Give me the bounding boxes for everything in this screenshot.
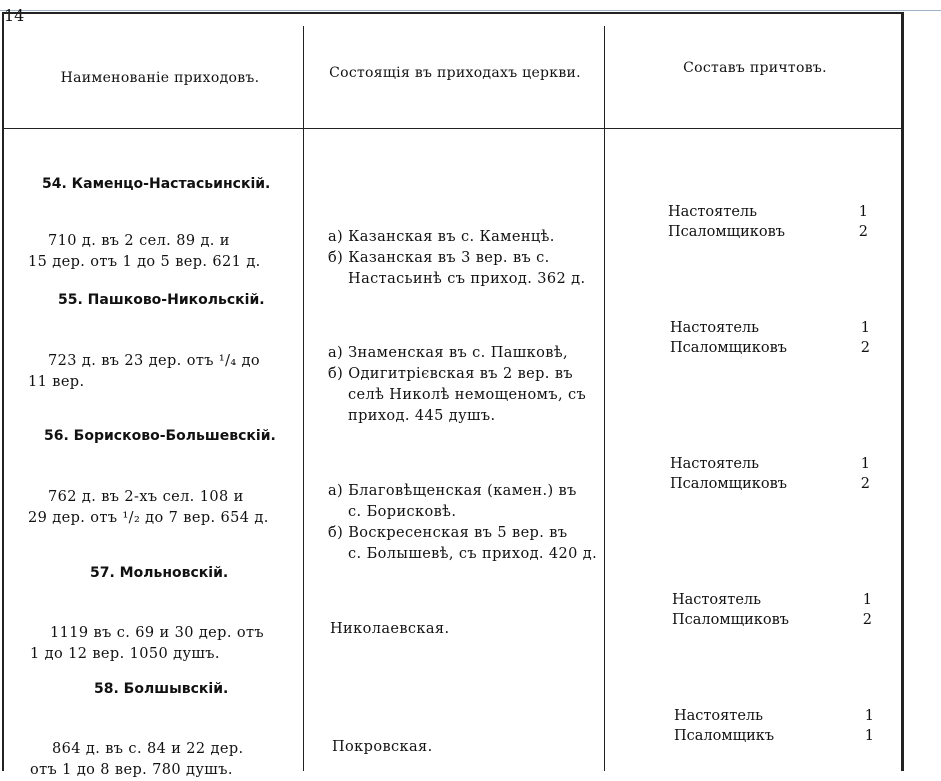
parish-churches: Николаевская.	[330, 621, 450, 637]
parish-title: 58. Болшывскій.	[94, 681, 229, 697]
parish-churches: а) Благовѣщенская (камен.) въ с. Борисковѣ. б) Воскресенская въ 5 вер. въ с. Болышевѣ, съ приход. 420 д.	[328, 483, 598, 562]
header-churches: Состоящія въ приходахъ церкви.	[329, 65, 581, 81]
column-divider	[604, 26, 605, 771]
parish-clergy: Настоятель 1 Псаломщиковъ 2	[668, 204, 868, 240]
parish-clergy: Настоятель 1 Псаломщиковъ 2	[670, 456, 870, 492]
parish-churches: а) Знаменская въ с. Пашковѣ, б) Одигитрієвская въ 2 вер. въ селѣ Николѣ немощеномъ, съ приход. 445 душъ.	[328, 345, 587, 424]
parish-title: 54. Каменцо-Настасьинскій.	[42, 176, 271, 192]
parish-description: 1119 въ с. 69 и 30 дер. отъ 1 до 12 вер. 1050 душъ.	[30, 625, 265, 662]
top-rule	[0, 10, 941, 11]
parish-description: 710 д. въ 2 сел. 89 д. и 15 дер. отъ 1 до 5 вер. 621 д.	[28, 233, 261, 270]
header-parishes: Наименованіе приходовъ.	[60, 70, 260, 86]
parish-clergy: Настоятель 1 Псаломщикъ 1	[674, 708, 874, 744]
header-clergy: Составъ причтовъ.	[683, 60, 827, 76]
column-divider	[303, 26, 304, 771]
parish-clergy: Настоятель 1 Псаломщиковъ 2	[672, 592, 872, 628]
parish-title: 55. Пашково-Никольскій.	[58, 292, 265, 308]
parish-description: 864 д. въ с. 84 и 22 дер. отъ 1 до 8 вер. 780 душъ.	[30, 741, 244, 778]
parish-description: 723 д. въ 23 дер. отъ ¹/₄ до 11 вер.	[28, 353, 261, 390]
page-number: 14	[4, 6, 25, 25]
parish-clergy: Настоятель 1 Псаломщиковъ 2	[670, 320, 870, 356]
parish-title: 57. Мольновскій.	[90, 565, 229, 581]
parish-churches: Покровская.	[332, 739, 433, 755]
parish-title: 56. Борисково-Большевскій.	[44, 428, 276, 444]
parish-churches: а) Казанская въ с. Каменцѣ. б) Казанская въ 3 вер. въ с. Настасьинѣ съ приход. 362 д.	[328, 229, 586, 287]
header-divider	[2, 128, 902, 129]
parish-description: 762 д. въ 2-хъ сел. 108 и 29 дер. отъ ¹/₂ до 7 вер. 654 д.	[28, 489, 269, 526]
